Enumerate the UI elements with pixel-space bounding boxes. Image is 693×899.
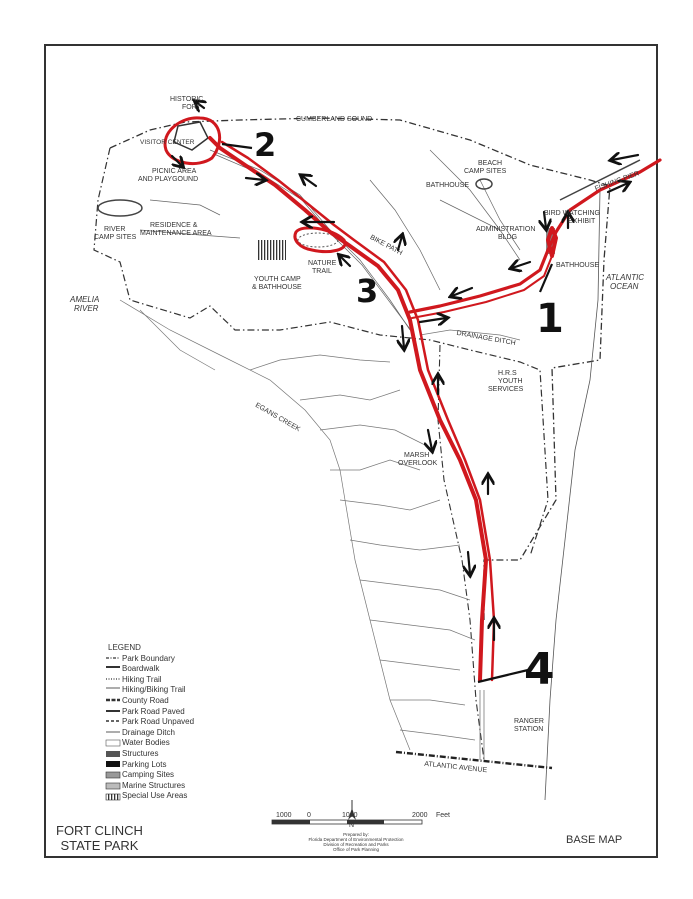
label-ranger-2: STATION <box>514 726 544 733</box>
label-bird-watching-1: BIRD WATCHING <box>544 210 600 217</box>
label-drainage-ditch: DRAINAGE DITCH <box>455 329 517 348</box>
legend-item: Park Road Paved <box>122 706 185 716</box>
label-youth-camp-2: & BATHHOUSE <box>252 284 302 291</box>
direction-arrows <box>172 102 638 640</box>
label-administration-2: BLDG <box>498 234 518 241</box>
label-administration-1: ADMINISTRATION <box>476 226 536 233</box>
legend-item: County Road <box>122 695 169 705</box>
coastline <box>545 190 600 800</box>
scale-label-2000: 2000 <box>412 812 428 819</box>
label-youth-camp-1: YOUTH CAMP <box>254 276 301 283</box>
label-hrs-3: SERVICES <box>488 386 524 393</box>
annotation-4: 4 <box>524 644 555 695</box>
label-hrs-2: YOUTH <box>498 378 523 385</box>
legend-title: LEGEND <box>108 643 141 652</box>
label-residence-2: MAINTENANCE AREA <box>140 230 212 237</box>
legend-item: Parking Lots <box>122 759 167 769</box>
legend-item: Hiking/Biking Trail <box>122 685 186 695</box>
legend-item: Camping Sites <box>122 770 175 780</box>
label-visitor-center: VISITOR CENTER <box>140 139 195 146</box>
label-picnic-2: AND PLAYGOUND <box>138 176 199 183</box>
special-use-area <box>258 240 286 260</box>
label-historic-fort-2: FORT <box>182 104 201 111</box>
label-residence-1: RESIDENCE & <box>150 222 198 229</box>
park-title: FORT CLINCH STATE PARK <box>56 823 143 853</box>
label-atlantic-ocean-1: ATLANTIC <box>606 273 645 282</box>
north-label: N <box>349 822 355 829</box>
label-fishing-pier: FISHING PIER <box>594 170 641 193</box>
label-river-camp-2: CAMP SITES <box>94 234 137 241</box>
prepared-by: Prepared by: Florida Department of Environmental Protection Division of Recreation and Parks Office of Park Planning <box>308 832 404 852</box>
label-river-camp-1: RIVER <box>104 226 126 233</box>
scale-label-1000-left: 1000 <box>276 812 292 819</box>
legend-item: Water Bodies <box>122 738 170 748</box>
label-egans-creek: EGANS CREEK <box>253 401 302 434</box>
label-beach-camp-2: CAMP SITES <box>464 168 507 175</box>
river-camp-sites <box>98 200 142 216</box>
label-hrs-1: H.R.S <box>498 370 517 377</box>
label-bike-path: BIKE PATH <box>368 234 404 257</box>
annotation-1: 1 <box>536 296 564 342</box>
label-ranger-1: RANGER <box>514 718 544 725</box>
scale-label-1000-right: 1000 <box>342 812 358 819</box>
park-boundary-south <box>438 345 484 760</box>
label-marsh-1: MARSH <box>404 452 430 459</box>
label-cumberland-sound: CUMBERLAND SOUND <box>296 116 373 123</box>
label-bird-watching-2: EXHIBIT <box>568 218 596 225</box>
label-atlantic-ocean-2: OCEAN <box>610 282 639 291</box>
legend-item: Marine Structures <box>122 780 186 790</box>
label-amelia-river-1: AMELIA <box>70 295 100 304</box>
legend-item: Boardwalk <box>122 664 160 674</box>
label-atlantic-avenue: ATLANTIC AVENUE <box>423 760 488 775</box>
annotation-3: 3 <box>356 272 379 310</box>
legend-item: Hiking Trail <box>122 674 162 684</box>
park-boundary-west <box>94 148 548 556</box>
label-beach-camp-1: BEACH <box>478 160 503 167</box>
label-historic-fort-1: HISTORIC <box>170 96 204 103</box>
legend-item: Structures <box>122 748 159 758</box>
label-amelia-river-2: RIVER <box>74 304 99 313</box>
marker-4-line <box>478 670 528 682</box>
label-bathhouse-east: BATHHOUSE <box>556 262 600 269</box>
scale-label-0: 0 <box>307 812 311 819</box>
legend-item: Drainage Ditch <box>122 727 175 737</box>
label-nature-trail-2: TRAIL <box>312 268 332 275</box>
legend-item: Park Road Unpaved <box>122 717 195 727</box>
annotation-2: 2 <box>254 126 277 164</box>
label-picnic-1: PICNIC AREA <box>152 168 197 175</box>
label-nature-trail-1: NATURE <box>308 260 337 267</box>
park-boundary <box>110 118 610 620</box>
legend-item: Park Boundary <box>122 653 175 663</box>
legend <box>104 643 194 802</box>
legend-item: Special Use Areas <box>122 791 188 801</box>
label-marsh-2: OVERLOOK <box>398 460 438 467</box>
base-map-label: BASE MAP <box>566 834 623 846</box>
scale-bar <box>272 820 422 824</box>
label-bathhouse-north: BATHHOUSE <box>426 182 470 189</box>
scale-unit: Feet <box>436 812 451 819</box>
